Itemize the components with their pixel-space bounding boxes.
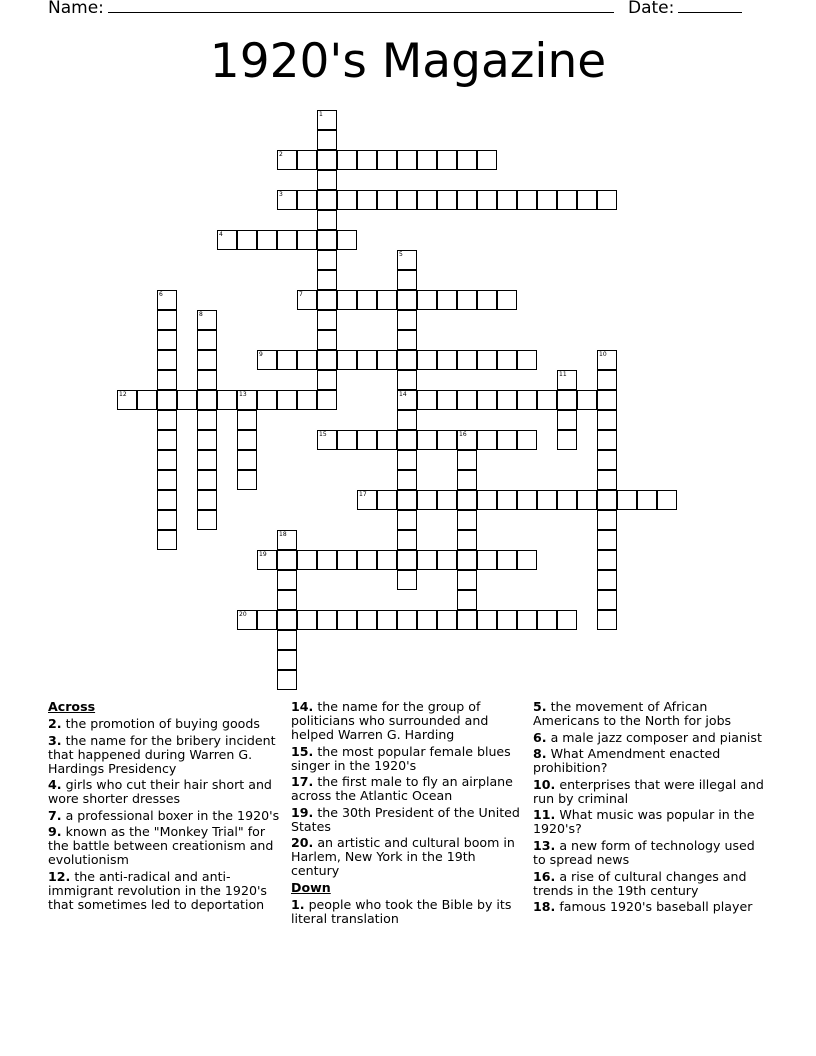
grid-cell[interactable] [417,350,437,370]
clue-number-label: 14 [399,391,407,398]
across-clue [48,870,284,912]
clue-number-label: 12 [119,391,127,398]
grid-cell[interactable] [397,570,417,590]
grid-cell[interactable] [517,190,537,210]
clue-number-label: 19 [259,551,267,558]
grid-cell[interactable] [137,390,157,410]
grid-cell[interactable] [377,290,397,310]
clue-text: a professional boxer in the 1920's [61,807,280,823]
grid-cell[interactable] [337,610,357,630]
grid-cell[interactable] [457,490,477,510]
grid-cell[interactable] [197,390,217,410]
clue-number: 3. [48,732,62,748]
grid-cell[interactable] [477,610,497,630]
clue-number-label: 13 [239,391,247,398]
grid-cell[interactable] [317,290,337,310]
grid-cell[interactable] [337,550,357,570]
grid-cell[interactable] [417,190,437,210]
grid-cell[interactable] [277,230,297,250]
clue-number: 1. [291,896,305,912]
grid-cell[interactable] [497,550,517,570]
clue-number-label: 8 [199,311,203,318]
grid-cell[interactable] [477,430,497,450]
grid-cell[interactable] [397,190,417,210]
down-clue [291,898,523,926]
grid-cell[interactable] [157,390,177,410]
grid-cell[interactable] [557,190,577,210]
clue-text: the first male to fly an airplane across the Atlantic Ocean [291,774,513,804]
grid-cell[interactable] [457,450,477,470]
grid-cell[interactable] [317,190,337,210]
grid-cell[interactable] [397,290,417,310]
grid-cell[interactable] [597,570,617,590]
grid-cell[interactable] [517,350,537,370]
grid-cell[interactable] [557,610,577,630]
grid-cell[interactable] [297,350,317,370]
grid-cell[interactable] [277,570,297,590]
grid-cell[interactable] [157,310,177,330]
grid-cell[interactable] [557,490,577,510]
grid-cell[interactable] [277,650,297,670]
grid-cell[interactable] [457,150,477,170]
grid-cell[interactable] [437,190,457,210]
grid-cell[interactable] [477,290,497,310]
grid-cell[interactable] [297,390,317,410]
grid-cell[interactable] [277,670,297,690]
grid-cell[interactable] [477,150,497,170]
grid-cell[interactable] [597,550,617,570]
grid-cell[interactable] [537,490,557,510]
grid-cell[interactable] [377,610,397,630]
grid-cell[interactable] [657,490,677,510]
grid-cell[interactable] [357,290,377,310]
clue-text: a new form of technology used to spread news [533,837,755,867]
clue-column-1 [48,700,284,915]
grid-cell[interactable] [377,150,397,170]
grid-cell[interactable] [497,290,517,310]
grid-cell[interactable] [397,450,417,470]
grid-cell[interactable] [277,630,297,650]
clue-column-3 [533,700,769,917]
across-clue [291,836,523,878]
across-clue [48,809,284,823]
date-label: Date: [628,0,675,18]
grid-cell[interactable] [397,310,417,330]
grid-cell[interactable] [457,190,477,210]
grid-cell[interactable] [177,390,197,410]
clue-column-2 [291,700,523,929]
clue-number-label: 5 [399,251,403,258]
grid-cell[interactable] [257,230,277,250]
grid-cell[interactable] [477,350,497,370]
grid-cell[interactable] [397,150,417,170]
clue-number: 12. [48,868,71,884]
grid-cell[interactable] [317,150,337,170]
grid-cell[interactable] [337,430,357,450]
grid-cell[interactable] [437,550,457,570]
across-clue [48,825,284,867]
grid-cell[interactable] [277,610,297,630]
grid-cell[interactable] [417,550,437,570]
down-clue [533,900,769,914]
grid-cell[interactable] [377,430,397,450]
across-clue [48,778,284,806]
clue-number: 6. [533,729,547,745]
clue-number: 10. [533,776,556,792]
grid-cell[interactable] [357,150,377,170]
grid-cell[interactable] [537,610,557,630]
grid-cell[interactable] [357,430,377,450]
grid-cell[interactable] [237,410,257,430]
grid-cell[interactable] [297,610,317,630]
grid-cell[interactable] [477,490,497,510]
grid-cell[interactable] [617,490,637,510]
grid-cell[interactable] [297,190,317,210]
grid-cell[interactable] [337,290,357,310]
grid-cell[interactable] [297,230,317,250]
clue-number: 2. [48,716,62,731]
clue-number-label: 4 [219,231,223,238]
grid-cell[interactable] [217,390,237,410]
grid-cell[interactable] [317,610,337,630]
grid-cell[interactable] [157,430,177,450]
clue-number: 20. [291,835,314,851]
grid-cell[interactable] [317,350,337,370]
across-clue [291,745,523,773]
grid-cell[interactable] [277,550,297,570]
across-clue [291,806,523,834]
grid-cell[interactable] [477,550,497,570]
grid-cell[interactable] [397,550,417,570]
grid-cell[interactable] [457,510,477,530]
puzzle-title: 1920's Magazine [209,34,607,89]
grid-cell[interactable] [357,610,377,630]
grid-cell[interactable] [417,390,437,410]
grid-cell[interactable] [317,330,337,350]
grid-cell[interactable] [297,150,317,170]
down-clue [533,870,769,898]
grid-cell[interactable] [437,390,457,410]
clue-number: 9. [48,824,62,840]
grid-cell[interactable] [337,150,357,170]
grid-cell[interactable] [397,510,417,530]
grid-cell[interactable] [357,350,377,370]
grid-cell[interactable] [197,410,217,430]
grid-cell[interactable] [457,570,477,590]
grid-cell[interactable] [397,430,417,450]
clue-number: 17. [291,774,314,790]
clue-text: famous 1920's baseball player [555,899,753,915]
grid-cell[interactable] [257,610,277,630]
clue-number-label: 6 [159,291,163,298]
grid-cell[interactable] [397,610,417,630]
grid-cell[interactable] [317,370,337,390]
clue-number-label: 15 [319,431,327,438]
grid-cell[interactable] [497,190,517,210]
grid-cell[interactable] [597,390,617,410]
clue-number-label: 10 [599,351,607,358]
grid-cell[interactable] [597,370,617,390]
clue-text: What Amendment enacted prohibition? [533,746,721,776]
grid-cell[interactable] [597,410,617,430]
grid-cell[interactable] [377,190,397,210]
grid-cell[interactable] [197,370,217,390]
grid-cell[interactable] [597,450,617,470]
grid-cell[interactable] [317,170,337,190]
grid-cell[interactable] [237,470,257,490]
grid-cell[interactable] [397,490,417,510]
clue-number: 16. [533,868,556,884]
clue-text: the promotion of buying goods [61,716,260,731]
grid-cell[interactable] [557,410,577,430]
grid-cell[interactable] [157,450,177,470]
down-clue [533,731,769,745]
clue-number: 5. [533,699,547,714]
name-label: Name: [48,0,104,18]
grid-cell[interactable] [417,150,437,170]
grid-cell[interactable] [397,370,417,390]
clue-number-label: 16 [459,431,467,438]
grid-cell[interactable] [577,490,597,510]
grid-cell[interactable] [237,430,257,450]
grid-cell[interactable] [377,550,397,570]
grid-cell[interactable] [457,590,477,610]
down-clue [533,808,769,836]
grid-cell[interactable] [597,490,617,510]
grid-cell[interactable] [457,350,477,370]
clue-text: the anti-radical and anti-immigrant revolution in the 1920's that sometimes led to deportation [48,868,267,912]
grid-cell[interactable] [477,190,497,210]
grid-cell[interactable] [417,290,437,310]
clue-text: the name for the group of politicians who surrounded and helped Warren G. Harding [291,699,489,742]
grid-cell[interactable] [397,470,417,490]
clue-number: 15. [291,743,314,759]
grid-cell[interactable] [157,330,177,350]
grid-cell[interactable] [157,410,177,430]
grid-cell[interactable] [157,350,177,370]
grid-cell[interactable] [317,210,337,230]
clue-number-label: 1 [319,111,323,118]
across-clue [48,717,284,731]
grid-cell[interactable] [457,530,477,550]
clue-number-label: 20 [239,611,247,618]
grid-cell[interactable] [437,290,457,310]
grid-cell[interactable] [597,590,617,610]
grid-cell[interactable] [197,330,217,350]
grid-cell[interactable] [317,130,337,150]
clue-number: 19. [291,804,314,820]
grid-cell[interactable] [377,350,397,370]
grid-cell[interactable] [597,510,617,530]
clue-text: an artistic and cultural boom in Harlem, New York in the 19th century [291,835,515,879]
grid-cell[interactable] [397,350,417,370]
grid-cell[interactable] [317,550,337,570]
grid-cell[interactable] [437,490,457,510]
clue-number-label: 11 [559,371,567,378]
clue-number: 7. [48,807,62,823]
grid-cell[interactable] [197,430,217,450]
grid-cell[interactable] [337,230,357,250]
grid-cell[interactable] [337,350,357,370]
grid-cell[interactable] [157,470,177,490]
grid-cell[interactable] [417,610,437,630]
grid-cell[interactable] [357,550,377,570]
grid-cell[interactable] [157,490,177,510]
grid-cell[interactable] [497,430,517,450]
clue-number: 4. [48,777,62,793]
clue-number: 14. [291,699,314,714]
grid-cell[interactable] [597,610,617,630]
grid-cell[interactable] [397,330,417,350]
grid-cell[interactable] [317,250,337,270]
grid-cell[interactable] [277,350,297,370]
clue-number: 18. [533,899,556,915]
grid-cell[interactable] [557,430,577,450]
grid-cell[interactable] [317,230,337,250]
clue-number: 8. [533,746,547,762]
grid-cell[interactable] [317,390,337,410]
grid-cell[interactable] [197,490,217,510]
clue-text: What music was popular in the 1920's? [533,807,755,837]
down-clue [533,700,769,728]
grid-cell[interactable] [417,490,437,510]
clue-number-label: 9 [259,351,263,358]
grid-cell[interactable] [237,230,257,250]
grid-cell[interactable] [437,350,457,370]
grid-cell[interactable] [237,450,257,470]
grid-cell[interactable] [197,510,217,530]
grid-cell[interactable] [317,270,337,290]
grid-cell[interactable] [457,390,477,410]
grid-cell[interactable] [197,470,217,490]
clue-number-label: 17 [359,491,367,498]
down-clue [533,747,769,775]
clue-number-label: 3 [279,191,283,198]
grid-cell[interactable] [357,190,377,210]
clue-text: the movement of African Americans to the North for jobs [533,699,732,728]
clue-text: the most popular female blues singer in the 1920's [291,743,511,773]
grid-cell[interactable] [157,530,177,550]
grid-cell[interactable] [577,390,597,410]
clue-number: 11. [533,807,556,823]
clue-text: a rise of cultural changes and trends in the 19th century [533,868,747,898]
grid-cell[interactable] [517,390,537,410]
grid-cell[interactable] [497,490,517,510]
clue-section-heading: Down [291,879,331,895]
grid-cell[interactable] [417,430,437,450]
grid-cell[interactable] [457,470,477,490]
grid-cell[interactable] [437,150,457,170]
grid-cell[interactable] [277,390,297,410]
grid-cell[interactable] [517,490,537,510]
clue-text: enterprises that were illegal and run by criminal [533,776,764,806]
grid-cell[interactable] [317,310,337,330]
grid-cell[interactable] [257,390,277,410]
clue-text: the 30th President of the United States [291,804,520,834]
clue-number-label: 2 [279,151,283,158]
grid-cell[interactable] [377,490,397,510]
down-clue [533,839,769,867]
grid-cell[interactable] [537,190,557,210]
grid-cell[interactable] [537,390,557,410]
grid-cell[interactable] [597,470,617,490]
grid-cell[interactable] [477,390,497,410]
clue-text: known as the "Monkey Trial" for the battle between creationism and evolutionism [48,824,274,868]
across-clue [48,734,284,776]
grid-cell[interactable] [577,190,597,210]
clue-section-heading: Across [48,699,96,714]
clue-text: the name for the bribery incident that happened during Warren G. Hardings Presidency [48,732,276,776]
grid-cell[interactable] [397,410,417,430]
grid-cell[interactable] [397,530,417,550]
clue-text: people who took the Bible by its literal translation [291,896,512,926]
grid-cell[interactable] [277,590,297,610]
grid-cell[interactable] [437,610,457,630]
grid-cell[interactable] [337,190,357,210]
grid-cell[interactable] [517,610,537,630]
grid-cell[interactable] [597,530,617,550]
grid-cell[interactable] [557,390,577,410]
grid-cell[interactable] [197,450,217,470]
grid-cell[interactable] [397,270,417,290]
grid-cell[interactable] [297,550,317,570]
clue-text: girls who cut their hair short and wore shorter dresses [48,777,272,807]
across-clue [291,775,523,803]
across-clue [291,700,523,742]
grid-cell[interactable] [597,430,617,450]
grid-cell[interactable] [637,490,657,510]
grid-cell[interactable] [437,430,457,450]
clue-number: 13. [533,837,556,853]
grid-cell[interactable] [457,290,477,310]
grid-cell[interactable] [497,610,517,630]
grid-cell[interactable] [497,350,517,370]
grid-cell[interactable] [157,510,177,530]
grid-cell[interactable] [597,190,617,210]
grid-cell[interactable] [497,390,517,410]
clue-number-label: 7 [299,291,303,298]
clue-number-label: 18 [279,531,287,538]
grid-cell[interactable] [157,370,177,390]
grid-cell[interactable] [457,550,477,570]
clue-text: a male jazz composer and pianist [546,729,762,745]
down-clue [533,778,769,806]
grid-cell[interactable] [197,350,217,370]
grid-cell[interactable] [457,610,477,630]
grid-cell[interactable] [517,430,537,450]
grid-cell[interactable] [517,550,537,570]
